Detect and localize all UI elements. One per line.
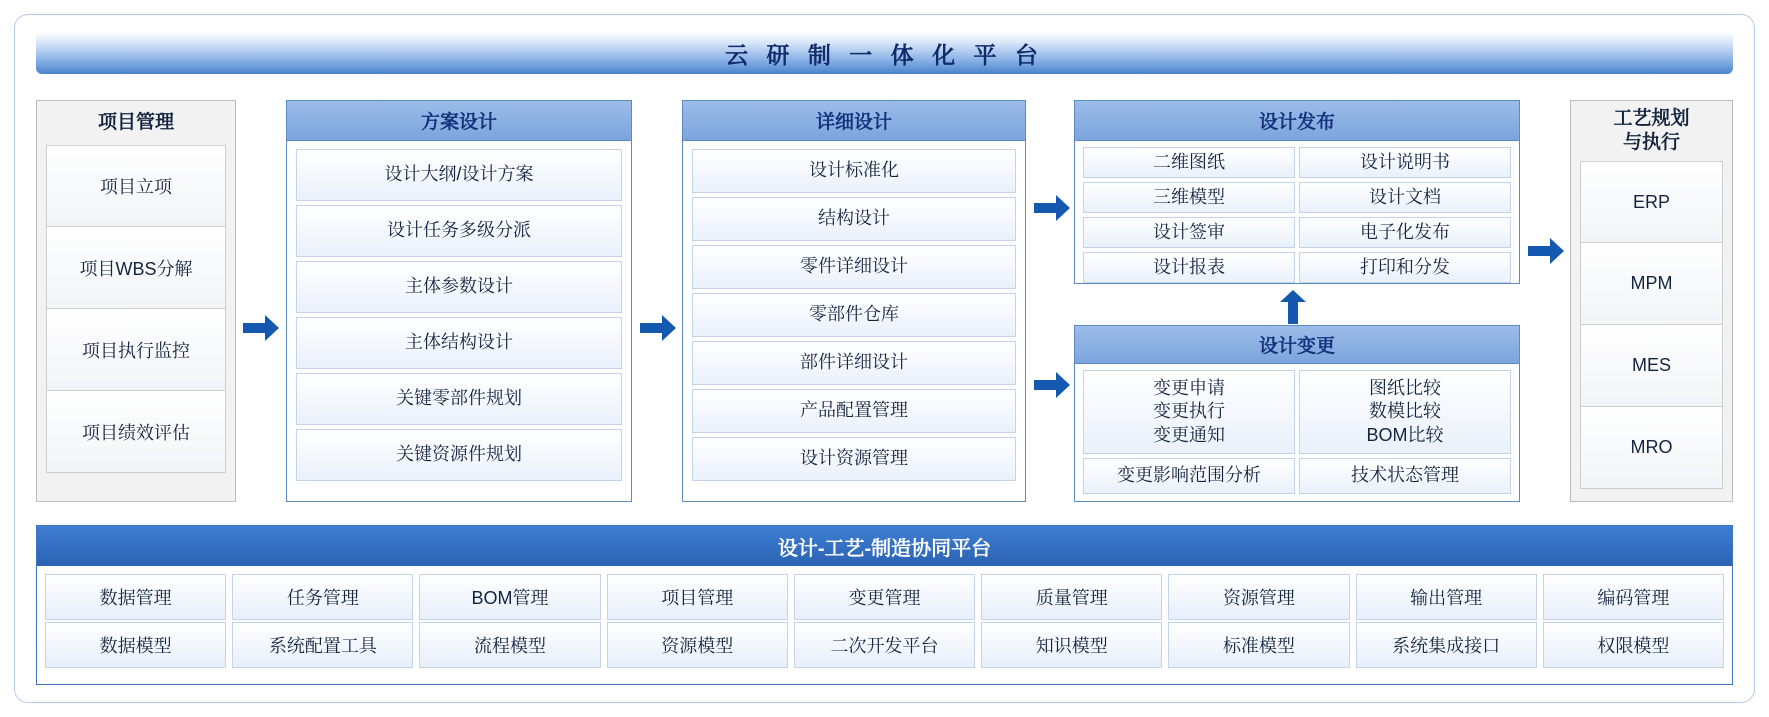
item-label: 变更影响范围分析 (1117, 465, 1261, 486)
detail-design-item[interactable] (692, 293, 1016, 337)
item-label: 变更通知 (1153, 424, 1225, 445)
platform-item[interactable] (981, 574, 1162, 620)
item-label: 三维模型 (1153, 186, 1225, 207)
scheme-design-panel (286, 100, 632, 502)
scheme-design-item[interactable] (296, 373, 622, 425)
project-management-header-label: 项目管理 (97, 112, 174, 134)
scheme-design-item[interactable] (296, 149, 622, 201)
item-label: 设计资源管理 (800, 448, 908, 469)
design-change-header-label: 设计变更 (1258, 336, 1335, 357)
craft-planning-item[interactable] (1580, 407, 1723, 489)
detail-design-panel (682, 100, 1026, 502)
design-change-right-group[interactable] (1299, 370, 1511, 454)
detail-design-item[interactable] (692, 341, 1016, 385)
design-release-item[interactable] (1299, 182, 1511, 213)
platform-item[interactable] (45, 622, 226, 668)
platform-item[interactable] (1356, 574, 1537, 620)
item-label: 零件详细设计 (800, 256, 908, 277)
platform-title (37, 526, 1732, 566)
platform-item[interactable] (1543, 574, 1724, 620)
detail-design-item[interactable] (692, 245, 1016, 289)
platform-item[interactable] (1543, 622, 1724, 668)
item-label: 系统配置工具 (268, 636, 377, 656)
platform-item[interactable] (794, 574, 975, 620)
item-label: 产品配置管理 (800, 400, 908, 421)
item-label: 设计标准化 (809, 160, 899, 181)
item-label: 质量管理 (1035, 588, 1108, 608)
platform-item[interactable] (1168, 622, 1349, 668)
design-release-item[interactable] (1083, 182, 1295, 213)
scheme-design-header (287, 101, 631, 141)
platform-item[interactable] (45, 574, 226, 620)
main-title-bar (36, 32, 1733, 74)
project-management-item[interactable] (46, 145, 226, 227)
platform-item[interactable] (419, 622, 600, 668)
item-label: 技术状态管理 (1351, 465, 1459, 486)
design-release-item[interactable] (1083, 217, 1295, 248)
item-label: 关键资源件规划 (396, 444, 522, 465)
item-label: 变更管理 (848, 588, 921, 608)
platform-item[interactable] (419, 574, 600, 620)
detail-design-header-label: 详细设计 (815, 112, 892, 133)
item-label: 设计大纲/设计方案 (384, 164, 534, 185)
item-label: 设计签审 (1153, 221, 1225, 242)
item-label: ERP (1632, 191, 1670, 212)
item-label: 项目立项 (100, 177, 172, 197)
design-release-item[interactable] (1299, 217, 1511, 248)
item-label: 项目绩效评估 (82, 422, 190, 443)
item-label: 权限模型 (1597, 636, 1670, 656)
item-label: 设计说明书 (1360, 151, 1450, 172)
item-label: 系统集成接口 (1392, 636, 1501, 656)
design-change-bottom-item[interactable] (1083, 458, 1295, 494)
platform-item[interactable] (1356, 622, 1537, 668)
platform-item[interactable] (232, 574, 413, 620)
detail-design-item[interactable] (692, 149, 1016, 193)
item-label: 输出管理 (1410, 588, 1483, 608)
item-label: 数据模型 (99, 636, 172, 656)
item-label: 主体结构设计 (405, 332, 513, 353)
platform-item[interactable] (607, 622, 788, 668)
item-label: 设计任务多级分派 (387, 220, 531, 241)
project-management-header (37, 101, 235, 145)
design-release-header-label: 设计发布 (1258, 112, 1335, 133)
item-label: 标准模型 (1222, 636, 1295, 656)
item-label: BOM比较 (1366, 424, 1444, 445)
craft-planning-item[interactable] (1580, 243, 1723, 325)
item-label: 项目管理 (661, 588, 734, 608)
page-title: 云 研 制 一 体 化 平 台 (725, 41, 1044, 68)
platform-item[interactable] (232, 622, 413, 668)
item-label: 设计文档 (1369, 186, 1441, 207)
project-management-item[interactable] (46, 391, 226, 473)
platform-row-2 (37, 622, 1732, 676)
scheme-design-item[interactable] (296, 317, 622, 369)
item-label: 知识模型 (1035, 636, 1108, 656)
craft-planning-header-line1: 工艺规划 (1613, 108, 1690, 130)
item-label: MRO (1630, 437, 1673, 457)
detail-design-item[interactable] (692, 389, 1016, 433)
arrow-right-icon (243, 315, 279, 341)
arrow-right-icon (640, 315, 676, 341)
item-label: 设计报表 (1153, 256, 1225, 277)
design-release-item[interactable] (1083, 252, 1295, 283)
item-label: 打印和分发 (1360, 256, 1450, 277)
scheme-design-item[interactable] (296, 261, 622, 313)
item-label: 关键零部件规划 (396, 388, 522, 409)
design-release-header (1075, 101, 1519, 141)
item-label: MES (1631, 355, 1671, 375)
collaboration-platform (36, 525, 1733, 685)
scheme-design-item[interactable] (296, 205, 622, 257)
item-label: 资源模型 (661, 636, 734, 656)
platform-title-label: 设计-工艺-制造协同平台 (777, 537, 992, 560)
scheme-design-item[interactable] (296, 429, 622, 481)
item-label: 项目WBS分解 (79, 258, 193, 279)
item-label: 数模比较 (1369, 401, 1441, 422)
item-label: 零部件仓库 (809, 304, 899, 325)
design-change-bottom-item[interactable] (1299, 458, 1511, 494)
project-management-item[interactable] (46, 309, 226, 391)
craft-planning-header (1571, 101, 1732, 161)
item-label: 数据管理 (99, 588, 172, 608)
detail-design-item[interactable] (692, 437, 1016, 481)
arrow-right-icon (1034, 195, 1070, 221)
design-release-panel (1074, 100, 1520, 284)
platform-item[interactable] (607, 574, 788, 620)
item-label: 二次开发平台 (830, 636, 939, 656)
item-label: 变更执行 (1153, 401, 1225, 422)
scheme-design-header-label: 方案设计 (420, 112, 497, 133)
item-label: 二维图纸 (1153, 151, 1225, 172)
item-label: 结构设计 (818, 208, 890, 229)
design-release-item[interactable] (1299, 252, 1511, 283)
item-label: 任务管理 (286, 588, 359, 608)
item-label: 电子化发布 (1360, 221, 1450, 242)
craft-planning-item[interactable] (1580, 325, 1723, 407)
item-label: MPM (1630, 273, 1673, 293)
design-change-header (1075, 326, 1519, 364)
arrow-right-icon (1528, 238, 1564, 264)
platform-item[interactable] (981, 622, 1162, 668)
item-label: 编码管理 (1597, 588, 1670, 608)
design-change-panel (1074, 325, 1520, 502)
design-release-item[interactable] (1083, 147, 1295, 178)
craft-planning-header-line2: 与执行 (1622, 132, 1680, 153)
platform-item[interactable] (1168, 574, 1349, 620)
platform-item[interactable] (794, 622, 975, 668)
item-label: 图纸比较 (1369, 377, 1441, 398)
craft-planning-panel (1570, 100, 1733, 502)
item-label: 主体参数设计 (405, 276, 513, 297)
detail-design-header (683, 101, 1025, 141)
item-label: 项目执行监控 (82, 340, 190, 361)
item-label: 部件详细设计 (800, 352, 908, 373)
item-label: 资源管理 (1222, 588, 1295, 608)
craft-planning-item[interactable] (1580, 161, 1723, 243)
arrow-right-icon (1034, 372, 1070, 398)
project-management-panel (36, 100, 236, 502)
detail-design-item[interactable] (692, 197, 1016, 241)
item-label: BOM管理 (471, 588, 549, 608)
arrow-up-icon (1280, 290, 1306, 324)
item-label: 流程模型 (474, 636, 547, 656)
project-management-item[interactable] (46, 227, 226, 309)
item-label: 变更申请 (1153, 377, 1225, 398)
design-release-item[interactable] (1299, 147, 1511, 178)
design-change-left-group[interactable] (1083, 370, 1295, 454)
platform-row-1 (37, 566, 1732, 622)
